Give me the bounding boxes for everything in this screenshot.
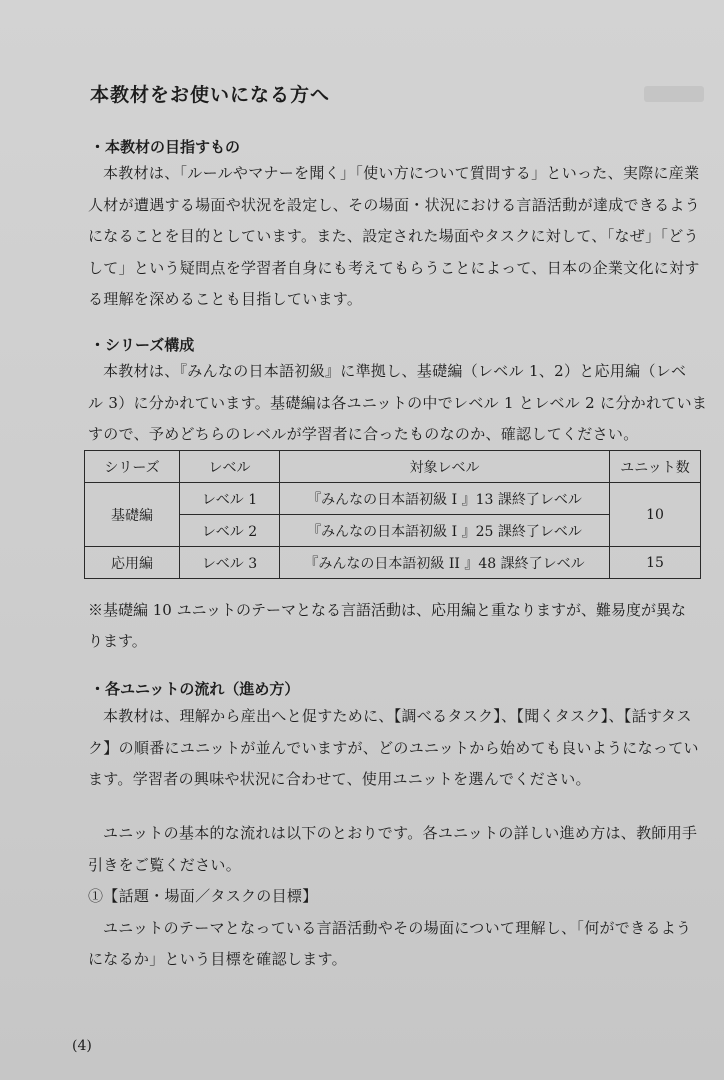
section-heading-flow: ・各ユニットの流れ（進め方）: [90, 680, 300, 698]
text-line: ます。学習者の興味や状況に合わせて、使用ユニットを選んでください。: [88, 770, 591, 788]
text-line: ※基礎編 10 ユニットのテーマとなる言語活動は、応用編と重なりますが、難易度が異な: [88, 601, 687, 619]
target-level-cell: 『みんなの日本語初級 I 』25 課終了レベル: [280, 515, 610, 547]
level-cell: レベル 2: [180, 515, 280, 547]
page-title: 本教材をお使いになる方へ: [90, 84, 331, 106]
series-table: [84, 450, 701, 579]
table-header-cell: レベル: [180, 451, 280, 483]
table-row: [85, 547, 701, 579]
paragraph-goals: [88, 158, 708, 316]
text-line: 本教材は、「ルールやマナーを聞く」「使い方について質問する」といった、実際に産業: [103, 164, 700, 182]
paragraph-flow: [88, 701, 708, 796]
text-line: ユニットの基本的な流れは以下のとおりです。各ユニットの詳しい進め方は、教師用手: [103, 824, 698, 842]
text-line: 引きをご覧ください。: [88, 855, 242, 874]
table-header-cell: シリーズ: [85, 451, 180, 483]
paragraph-series: [88, 356, 708, 451]
table-header-cell: 対象レベル: [280, 451, 610, 483]
text-line: 本教材は、理解から産出へと促すために、【調べるタスク】、【聞くタスク】、【話すタス: [103, 707, 692, 725]
level-cell: レベル 3: [180, 547, 280, 579]
text-line: 本教材は、『みんなの日本語初級』に準拠し、基礎編（レベル 1、2）と応用編（レベ: [103, 362, 687, 380]
table-header-row: [85, 451, 701, 483]
level-cell: レベル 1: [180, 483, 280, 515]
bleed-through-mark: [644, 86, 704, 102]
text-line: すので、予めどちらのレベルが学習者に合ったものなのか、確認してください。: [88, 425, 639, 443]
section-heading-series: ・シリーズ構成: [90, 336, 195, 354]
text-line: ユニットのテーマとなっている言語活動やその場面について理解し、「何ができるよう: [103, 918, 692, 937]
text-line: ク】の順番にユニットが並んでいますが、どのユニットから始めても良いようになってい: [88, 738, 699, 757]
text-line: して」という疑問点を学習者自身にも考えてもらうことによって、日本の企業文化に対す: [88, 258, 700, 277]
table-note: [88, 595, 708, 657]
series-cell: 基礎編: [85, 483, 180, 547]
step-title: ①【話題・場面／タスクの目標】: [88, 887, 318, 905]
paragraph-basic-flow: [88, 818, 708, 976]
text-line: ります。: [88, 632, 147, 650]
text-line: ル 3）に分かれています。基礎編は各ユニットの中でレベル 1 とレベル 2 に分かれていま: [88, 393, 708, 412]
unit-count-cell: 15: [610, 547, 701, 579]
table-row: [85, 483, 701, 515]
target-level-cell: 『みんなの日本語初級 II 』48 課終了レベル: [280, 547, 610, 579]
text-line: る理解を深めることも目指しています。: [88, 290, 363, 308]
page-number: (4): [72, 1038, 92, 1054]
section-heading-goals: ・本教材の目指すもの: [90, 138, 241, 156]
unit-count-cell: 10: [610, 483, 701, 547]
text-line: 人材が遭遇する場面や状況を設定し、その場面・状況における言語活動が達成できるよう: [88, 195, 701, 214]
text-line: になるか」という目標を確認します。: [88, 950, 347, 968]
text-line: になることを目的としています。また、設定された場面やタスクに対して、「なぜ」「どう: [88, 227, 699, 245]
series-cell: 応用編: [85, 547, 180, 579]
target-level-cell: 『みんなの日本語初級 I 』13 課終了レベル: [280, 483, 610, 515]
table-header-cell: ユニット数: [610, 451, 701, 483]
